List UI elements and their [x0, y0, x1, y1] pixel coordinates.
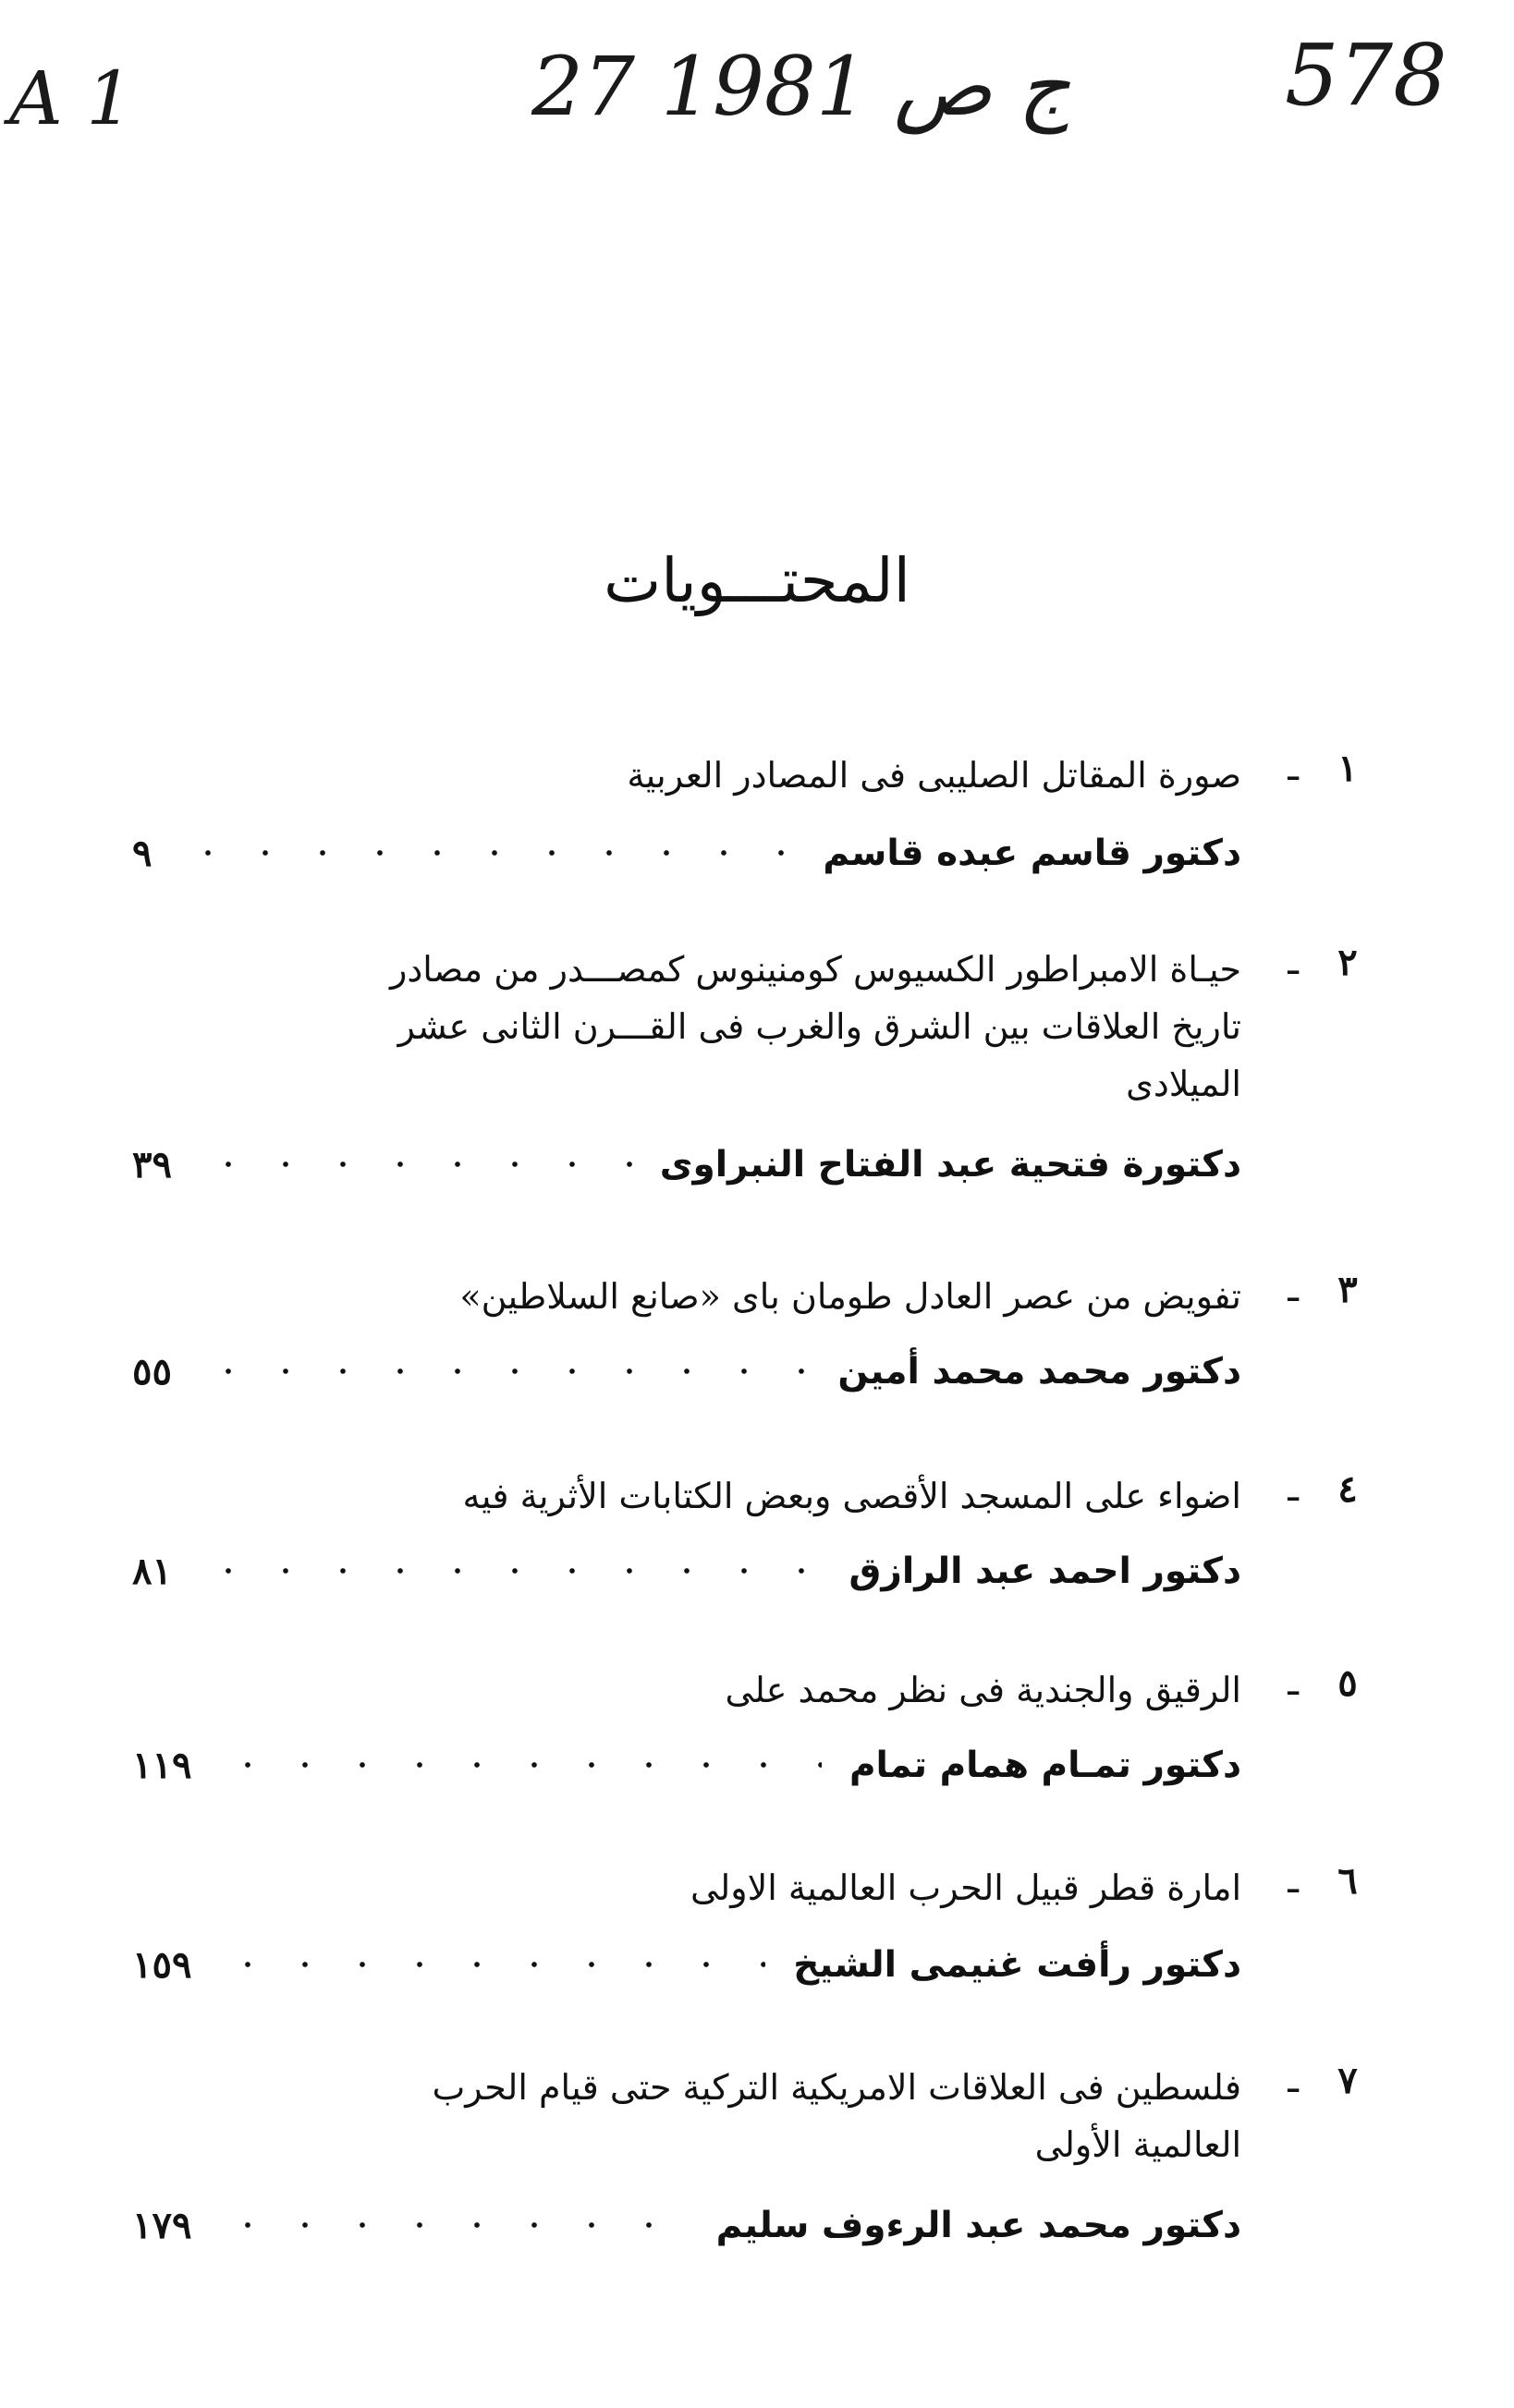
entry-page-number: ١٥٩ [132, 1942, 192, 1987]
handwritten-date-mark: 27 ج ص 1981 [531, 39, 1071, 134]
entry-author: دكتورة فتحية عبد الفتاح النبراوى [659, 1143, 1241, 1186]
dot-leader [200, 1568, 822, 1574]
entry-dash: ـ [1288, 941, 1299, 983]
entry-dash: ـ [1288, 1268, 1299, 1310]
entry-number: ٦ [1337, 1859, 1358, 1903]
entry-page-number: ١١٩ [132, 1743, 192, 1787]
toc-entry [86, 1661, 1380, 1818]
entry-title: فلسطين فى العلاقات الامريكية التركية حتى قيام الحرب العالمية الأولى [432, 2067, 1241, 2165]
entry-number: ٥ [1337, 1661, 1358, 1705]
entry-author: دكتور تمـام همام تمام [849, 1744, 1241, 1786]
entry-dash: ـ [1288, 747, 1299, 789]
page-title: المحتـــويات [604, 545, 910, 616]
entry-author: دكتور احمد عبد الرازق [849, 1550, 1241, 1592]
dot-leader [200, 1368, 810, 1374]
entry-page-number: ٥٥ [132, 1349, 172, 1393]
entry-number: ٤ [1337, 1467, 1358, 1511]
dot-leader [179, 850, 795, 856]
toc-entry [86, 941, 1380, 1218]
entry-page-number: ٨١ [132, 1549, 172, 1593]
entry-title: صورة المقاتل الصليبى فى المصادر العربية [627, 755, 1241, 796]
toc-entry [86, 747, 1380, 913]
entry-title: تفويض من عصر العادل طومان باى «صانع السلاطين» [459, 1276, 1241, 1317]
entry-title: امارة قطر قبيل الحرب العالمية الاولى [690, 1867, 1241, 1908]
entry-dash: ـ [1288, 1859, 1299, 1902]
author-line [132, 825, 1241, 881]
entry-title: اضواء على المسجد الأقصى وبعض الكتابات الأثرية فيه [462, 1476, 1241, 1516]
entry-dash: ـ [1288, 2059, 1299, 2101]
toc-entry [86, 1467, 1380, 1624]
entry-page-number: ١٧٩ [132, 2203, 192, 2247]
dot-leader [219, 1762, 822, 1768]
entry-number: ٢ [1337, 941, 1358, 984]
dot-leader [200, 1161, 632, 1167]
entry-number: ٣ [1337, 1268, 1358, 1311]
entry-dash: ـ [1288, 1661, 1299, 1704]
dot-leader [219, 2222, 688, 2228]
entry-author: دكتور محمد محمد أمين [837, 1350, 1241, 1393]
entry-title: حيـاة الامبراطور الكسيوس كومنينوس كمصـــدر من مصادر تاريخ العلاقات بين الشرق والغرب فى القـــرن الثانى عشر الميلادى [390, 949, 1241, 1104]
toc-entry [86, 2059, 1380, 2280]
author-line [132, 1137, 1241, 1192]
entry-number: ١ [1337, 747, 1358, 790]
entry-title: الرقيق والجندية فى نظر محمد على [725, 1670, 1241, 1710]
toc-entry [86, 1268, 1380, 1425]
handwritten-mark-right: 578 [1285, 26, 1447, 125]
toc-entry [86, 1859, 1380, 2016]
entry-number: ٧ [1337, 2059, 1358, 2102]
entry-author: دكتور محمد عبد الرءوف سليم [715, 2204, 1241, 2246]
entry-page-number: ٣٩ [132, 1142, 172, 1186]
author-line [132, 1543, 1241, 1599]
dot-leader [219, 1962, 765, 1967]
entry-dash: ـ [1288, 1467, 1299, 1510]
author-line [132, 1737, 1241, 1793]
entry-author: دكتور رأفت غنيمى الشيخ [793, 1943, 1241, 1986]
handwritten-mark-left: A 1 [9, 55, 134, 141]
author-line [132, 2197, 1241, 2253]
entry-author: دكتور قاسم عبده قاسم [823, 832, 1241, 874]
author-line [132, 1344, 1241, 1399]
entry-page-number: ٩ [132, 831, 153, 875]
author-line [132, 1937, 1241, 1992]
